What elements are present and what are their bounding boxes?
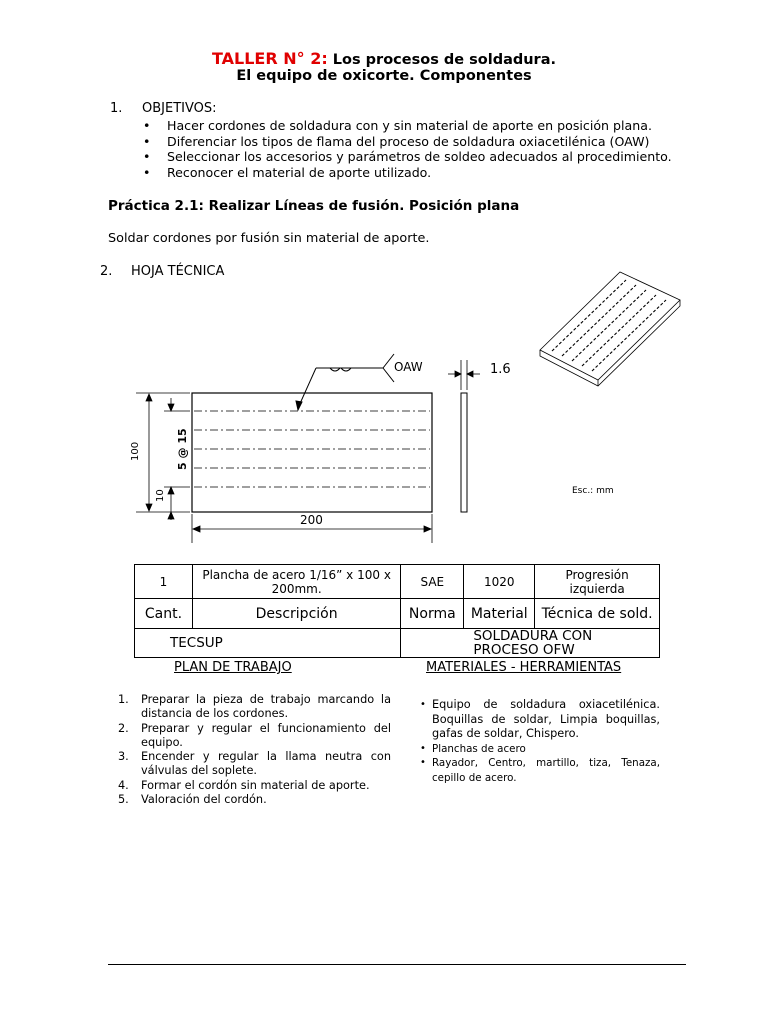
header-cant: Cant.	[135, 599, 193, 629]
cell-material: 1020	[464, 565, 535, 599]
item-number: 1.	[118, 693, 129, 706]
header-material: Material	[464, 599, 535, 629]
cell-cant: 1	[135, 565, 193, 599]
header-descripcion: Descripción	[192, 599, 400, 629]
list-item	[116, 779, 391, 793]
hoja-number: 2.	[100, 264, 113, 279]
item-text: Encender y regular la llama neutra con válvulas del soplete.	[141, 750, 391, 778]
item-text: Preparar y regular el funcionamiento del equipo.	[141, 721, 391, 749]
list-item: • Diferenciar los tipos de flama del proceso de soldadura oxiacetilénica (OAW)	[143, 134, 672, 150]
item-number: 5.	[118, 793, 129, 807]
edge-label: 10	[155, 489, 166, 502]
objetivos-number: 1.	[110, 101, 123, 116]
cell-descripcion: Plancha de acero 1/16” x 100 x 200mm.	[192, 565, 400, 599]
list-item: • Planchas de acero	[418, 742, 660, 757]
title-subject: Los procesos de soldadura.	[327, 52, 557, 68]
thickness-dimension	[448, 360, 480, 390]
cell-tecnica: Progresión izquierda	[535, 565, 660, 599]
hoja-heading: HOJA TÉCNICA	[131, 264, 225, 279]
plan-list	[116, 693, 391, 807]
cell-org: TECSUP	[135, 629, 401, 658]
materiales-heading: MATERIALES - HERRAMIENTAS	[426, 660, 622, 675]
height-label: 100	[130, 441, 141, 461]
item-number: 2.	[118, 721, 129, 735]
list-item	[116, 793, 391, 807]
item-text: Valoración del cordón.	[141, 793, 267, 807]
objetivos-heading-colon: :	[212, 101, 217, 116]
page-subtitle: El equipo de oxicorte. Componentes	[236, 68, 532, 84]
table-footer-row	[135, 629, 660, 658]
list-item	[116, 722, 391, 751]
item-text: Formar el cordón sin material de aporte.	[141, 778, 370, 792]
cell-norma: SAE	[401, 565, 464, 599]
cell-proceso: SOLDADURA CON PROCESO OFW	[401, 629, 660, 658]
item-number: 4.	[118, 778, 129, 792]
thickness-label: 1.6	[490, 362, 511, 377]
list-item	[116, 693, 391, 722]
spec-table	[134, 564, 660, 658]
item-number: 3.	[118, 750, 129, 764]
practica-title: Práctica 2.1: Realizar Líneas de fusión. Posición plana	[108, 198, 520, 214]
list-item: • Reconocer el material de aporte utilizado.	[143, 165, 672, 181]
item-text: Preparar la pieza de trabajo marcando la distancia de los cordones.	[141, 693, 391, 721]
table-row	[135, 565, 660, 599]
spacing-label: 5 @ 15	[176, 428, 189, 470]
plan-heading: PLAN DE TRABAJO	[174, 660, 292, 675]
weld-lines	[194, 411, 430, 487]
table-header-row	[135, 599, 660, 629]
taller-number: TALLER N° 2:	[211, 49, 328, 68]
practica-text: Soldar cordones por fusión sin material de aporte.	[108, 231, 430, 246]
header-tecnica: Técnica de sold.	[535, 599, 660, 629]
weld-symbol-label: OAW	[394, 360, 423, 374]
list-item	[116, 750, 391, 779]
list-item: • Rayador, Centro, martillo, tiza, Tenaza, cepillo de acero.	[418, 756, 660, 785]
header-norma: Norma	[401, 599, 464, 629]
materiales-list	[418, 698, 660, 786]
list-item: • Seleccionar los accesorios y parámetros de soldeo adecuados al procedimiento.	[143, 149, 672, 165]
footer-divider	[108, 964, 686, 965]
scale-label: Esc.: mm	[572, 486, 614, 496]
list-item: • Equipo de soldadura oxiacetilénica. Boquillas de soldar, Limpia boquillas, gafas de soldar, Chispero.	[418, 698, 660, 742]
width-label: 200	[300, 513, 323, 527]
list-item: • Hacer cordones de soldadura con y sin material de aporte en posición plana.	[143, 118, 672, 134]
isometric-plate	[540, 272, 680, 386]
plate-side-view	[461, 393, 467, 512]
objetivos-heading-text: OBJETIVOS	[142, 101, 213, 116]
weld-symbol	[296, 354, 394, 410]
